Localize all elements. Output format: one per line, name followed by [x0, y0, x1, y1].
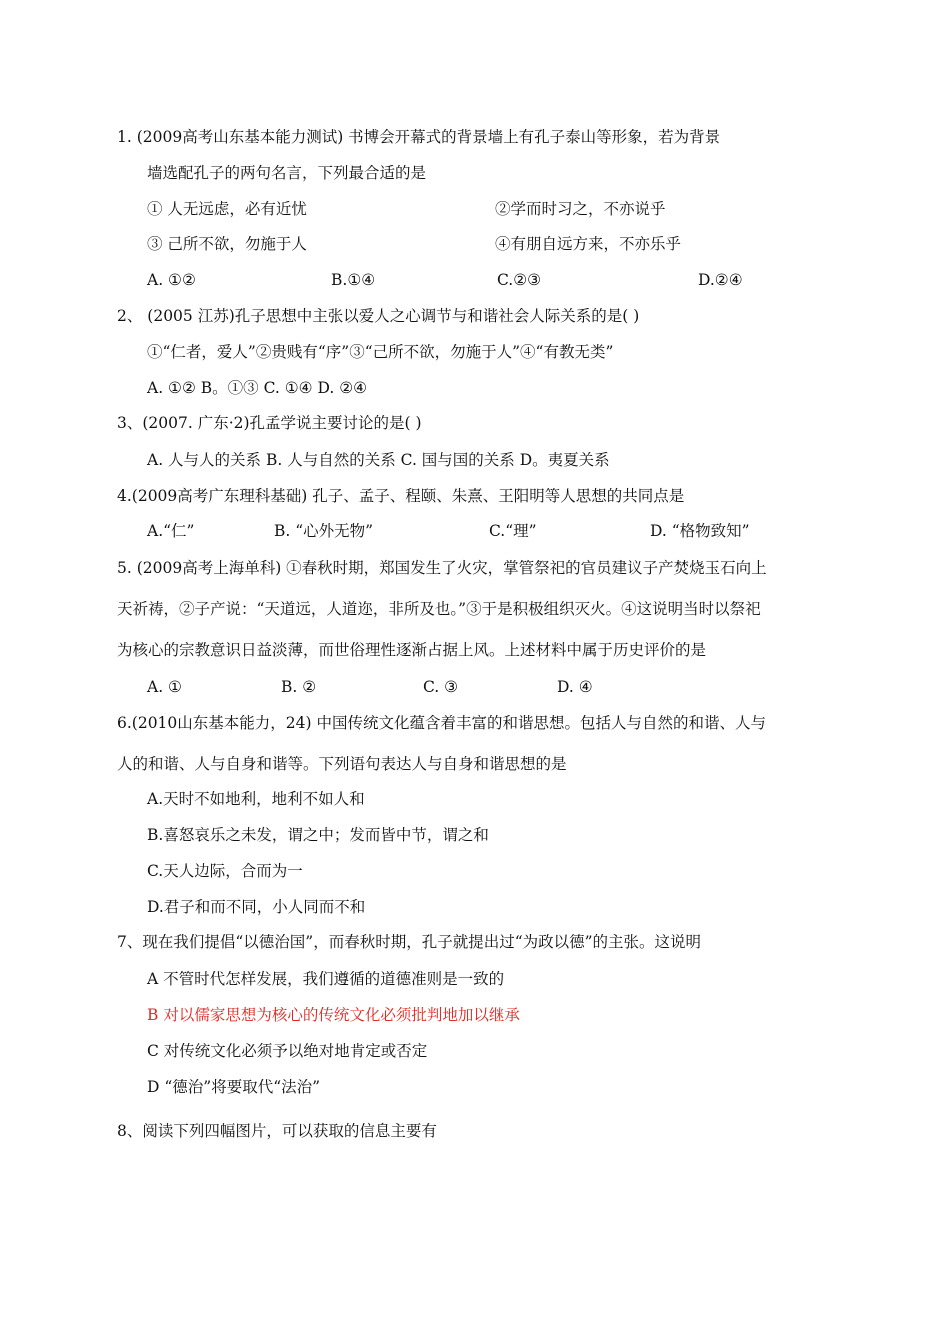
- q1-stem-line-1: 1. (2009高考山东基本能力测试) 书博会开幕式的背景墙上有孔子泰山等形象，若为背景: [117, 128, 721, 146]
- q4-option-d: D. “格物致知”: [650, 522, 750, 540]
- q5-stem-line-2: 天祈祷，②子产说：“天道远，人道迩，非所及也。”③于是积极组织灭火。④这说明当时以祭祀: [117, 600, 761, 618]
- q1-option-d: D.②④: [698, 271, 743, 289]
- q6-option-c: C.天人边际，合而为一: [147, 862, 303, 880]
- q1-stem-line-2: 墙选配孔子的两句名言，下列最合适的是: [147, 164, 427, 182]
- q4-option-b: B. “心外无物”: [274, 522, 374, 540]
- q5-option-c: C. ③: [423, 678, 459, 696]
- q6-stem-line-1: 6.(2010山东基本能力，24) 中国传统文化蕴含着丰富的和谐思想。包括人与自然的和谐、人与: [117, 714, 766, 732]
- q1-option-c: C.②③: [497, 271, 542, 289]
- q1-item-3: ③ 己所不欲，勿施于人: [147, 235, 307, 253]
- q1-item-1: ① 人无远虑，必有近忧: [147, 200, 307, 218]
- q6-option-a: A.天时不如地利，地利不如人和: [147, 790, 365, 808]
- q6-stem-line-2: 人的和谐、人与自身和谐等。下列语句表达人与自身和谐思想的是: [117, 755, 567, 773]
- q2-stem: 2、 (2005 江苏)孔子思想中主张以爱人之心调节与和谐社会人际关系的是( ): [117, 307, 640, 325]
- q7-option-d: D “德治”将要取代“法治”: [147, 1078, 321, 1096]
- q5-option-d: D. ④: [557, 678, 593, 696]
- q2-options: A. ①② B。①③ C. ①④ D. ②④: [147, 379, 367, 397]
- q1-option-a: A. ①②: [147, 271, 196, 289]
- q8-stem: 8、阅读下列四幅图片，可以获取的信息主要有: [117, 1122, 437, 1140]
- q1-item-4: ④有朋自远方来，不亦乐乎: [495, 235, 682, 253]
- q3-stem: 3、(2007. 广东·2)孔孟学说主要讨论的是( ): [117, 414, 422, 432]
- q2-items: ①“仁者，爱人”②贵贱有“序”③“己所不欲，勿施于人”④“有教无类”: [147, 343, 614, 361]
- q7-option-b-highlighted: B 对以儒家思想为核心的传统文化必须批判地加以继承: [147, 1006, 520, 1024]
- q6-option-b: B.喜怒哀乐之未发，谓之中；发而皆中节，谓之和: [147, 826, 489, 844]
- q7-stem: 7、现在我们提倡“以德治国”，而春秋时期，孔子就提出过“为政以德”的主张。这说明: [117, 933, 702, 951]
- q5-stem-line-3: 为核心的宗教意识日益淡薄，而世俗理性逐渐占据上风。上述材料中属于历史评价的是: [117, 641, 707, 659]
- q6-option-d: D.君子和而不同，小人同而不和: [147, 898, 366, 916]
- q5-option-a: A. ①: [147, 678, 182, 696]
- q3-options: A. 人与人的关系 B. 人与自然的关系 C. 国与国的关系 D。夷夏关系: [147, 451, 610, 469]
- q7-option-a: A 不管时代怎样发展，我们遵循的道德准则是一致的: [147, 970, 505, 988]
- q1-item-2: ②学而时习之，不亦说乎: [495, 200, 666, 218]
- q5-option-b: B. ②: [281, 678, 317, 696]
- q7-option-c: C 对传统文化必须予以绝对地肯定或否定: [147, 1042, 428, 1060]
- q4-stem: 4.(2009高考广东理科基础) 孔子、孟子、程颐、朱熹、王阳明等人思想的共同点是: [117, 487, 685, 505]
- q1-option-b: B.①④: [331, 271, 376, 289]
- q5-stem-line-1: 5. (2009高考上海单科) ①春秋时期，郑国发生了火灾，掌管祭祀的官员建议子产焚烧玉石向上: [117, 559, 767, 577]
- q4-option-a: A.“仁”: [147, 522, 195, 540]
- q4-option-c: C.“理”: [489, 522, 537, 540]
